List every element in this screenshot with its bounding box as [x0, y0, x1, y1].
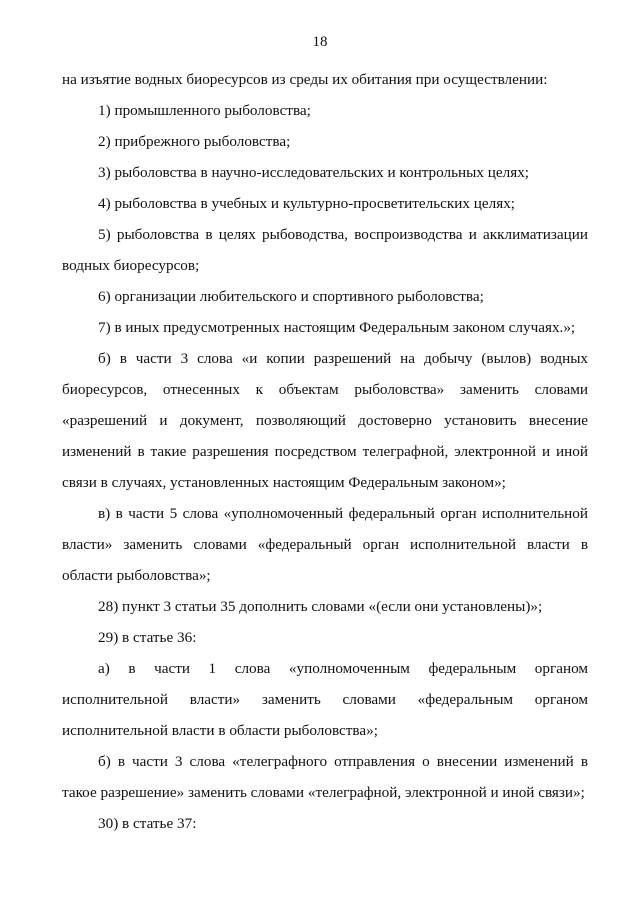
amendment-29: 29) в статье 36: [98, 629, 197, 646]
list-item-1: 1) промышленного рыболовства; [98, 102, 311, 119]
amendment-b-part-3: б) в части 3 слова «и копии разрешений на добычу (вылов) водных биоресурсов, отнесенных к объектам рыболовства» заменить словами «разрешений и документ, позволяющий достоверно установить внесение изменений в такие разрешения посредством телеграфной, электронной и иной связи в случаях, установленных настоящим Федеральным законом»; [62, 350, 588, 491]
list-item-6: 6) организации любительского и спортивного рыболовства; [98, 288, 484, 305]
paragraph-intro: на изъятие водных биоресурсов из среды их обитания при осуществлении: [62, 71, 548, 88]
amendment-28: 28) пункт 3 статьи 35 дополнить словами «(если они установлены)»; [98, 598, 543, 615]
amendment-29-b: б) в части 3 слова «телеграфного отправления о внесении изменений в такое разрешение» заменить словами «телеграфной, электронной и иной связи»; [62, 753, 588, 801]
list-item-7: 7) в иных предусмотренных настоящим Федеральным законом случаях.»; [98, 319, 576, 336]
list-item-5: 5) рыболовства в целях рыбоводства, воспроизводства и акклиматизации водных биоресурсов; [62, 226, 588, 274]
list-item-2: 2) прибрежного рыболовства; [98, 133, 291, 150]
list-item-3: 3) рыболовства в научно-исследовательских и контрольных целях; [98, 164, 530, 181]
amendment-29-a: а) в части 1 слова «уполномоченным федеральным органом исполнительной власти» заменить словами «федеральным органом исполнительной власти в области рыболовства»; [62, 660, 588, 739]
document-body [62, 64, 588, 839]
amendment-30: 30) в статье 37: [98, 815, 197, 832]
page-number: 18 [312, 34, 328, 50]
amendment-v-part-5: в) в части 5 слова «уполномоченный федеральный орган исполнительной власти» заменить словами «федеральный орган исполнительной власти в области рыболовства»; [62, 505, 588, 584]
list-item-4: 4) рыболовства в учебных и культурно-просветительских целях; [98, 195, 516, 212]
